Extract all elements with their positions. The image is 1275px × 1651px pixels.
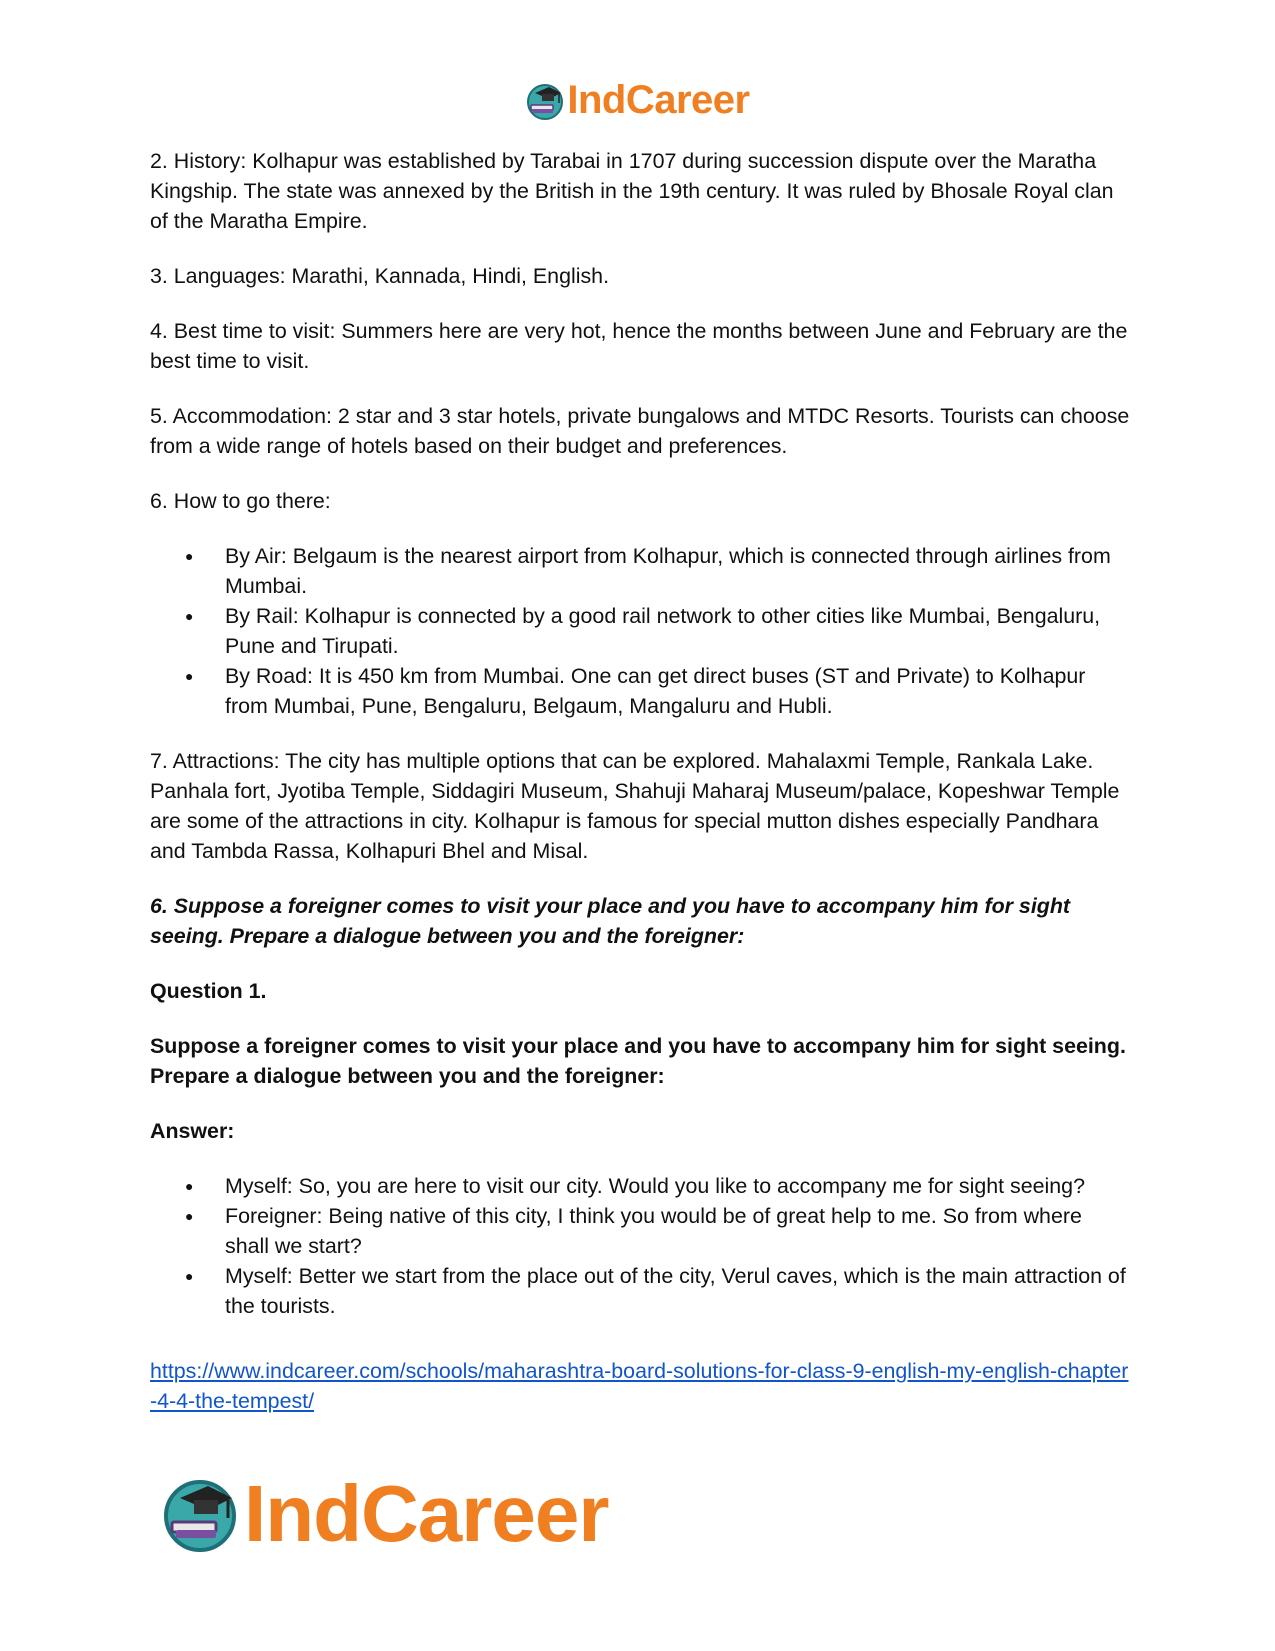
- section-6-heading: 6. Suppose a foreigner comes to visit your place and you have to accompany him for sight seeing. Prepare a dialogue between you and the foreigner:: [150, 894, 1071, 948]
- history-paragraph: 2. History: Kolhapur was established by Tarabai in 1707 during succession dispute over the Maratha Kingship. The state was annexed by the British in the 19th century. It was ruled by Bhosale Royal clan of the Maratha Empire.: [150, 149, 1114, 233]
- dialogue-list: [150, 1171, 1130, 1321]
- answer-label: Answer:: [150, 1119, 235, 1143]
- header-logo: [0, 78, 1275, 123]
- how-to-go-heading: 6. How to go there:: [150, 489, 331, 513]
- graduation-cap-globe-icon: [160, 1474, 240, 1554]
- brand-name: IndCareer: [244, 1469, 609, 1558]
- document-body: [150, 146, 1130, 1441]
- dialogue-item: ● Myself: Better we start from the place out of the city, Verul caves, which is the main attraction of the tourists.: [225, 1261, 1130, 1321]
- attractions-paragraph: 7. Attractions: The city has multiple options that can be explored. Mahalaxmi Temple, Rankala Lake. Panhala fort, Jyotiba Temple, Siddagiri Museum, Shahuji Maharaj Museum/palace, Kopeshwar Temple are some of the attractions in city. Kolhapur is famous for special mutton dishes especially Pandhara and Tambda Rassa, Kolhapuri Bhel and Misal.: [150, 749, 1120, 863]
- question-label: Question 1.: [150, 979, 267, 1003]
- best-time-paragraph: 4. Best time to visit: Summers here are very hot, hence the months between June and February are the best time to visit.: [150, 319, 1128, 373]
- source-link-paragraph: [150, 1356, 1130, 1416]
- footer-logo: [160, 1468, 608, 1560]
- list-item-air: ● By Air: Belgaum is the nearest airport from Kolhapur, which is connected through airlines from Mumbai.: [225, 541, 1130, 601]
- list-item-road: ● By Road: It is 450 km from Mumbai. One can get direct buses (ST and Private) to Kolhapur from Mumbai, Pune, Bengaluru, Belgaum, Mangaluru and Hubli.: [225, 661, 1130, 721]
- accommodation-paragraph: 5. Accommodation: 2 star and 3 star hotels, private bungalows and MTDC Resorts. Tourists can choose from a wide range of hotels based on their budget and preferences.: [150, 404, 1130, 458]
- travel-list: [150, 541, 1130, 721]
- source-link[interactable]: https://www.indcareer.com/schools/maharashtra-board-solutions-for-class-9-english-my-english-chapter-4-4-the-tempest/: [150, 1359, 1129, 1413]
- dialogue-item: ● Foreigner: Being native of this city, I think you would be of great help to me. So from where shall we start?: [225, 1201, 1130, 1261]
- dialogue-item: ● Myself: So, you are here to visit our city. Would you like to accompany me for sight seeing?: [225, 1171, 1130, 1201]
- languages-paragraph: 3. Languages: Marathi, Kannada, Hindi, English.: [150, 264, 610, 288]
- list-item-rail: ● By Rail: Kolhapur is connected by a good rail network to other cities like Mumbai, Bengaluru, Pune and Tirupati.: [225, 601, 1130, 661]
- graduation-cap-globe-icon: [525, 81, 565, 121]
- brand-name: IndCareer: [567, 78, 750, 122]
- question-text: Suppose a foreigner comes to visit your place and you have to accompany him for sight seeing. Prepare a dialogue between you and the foreigner:: [150, 1034, 1126, 1088]
